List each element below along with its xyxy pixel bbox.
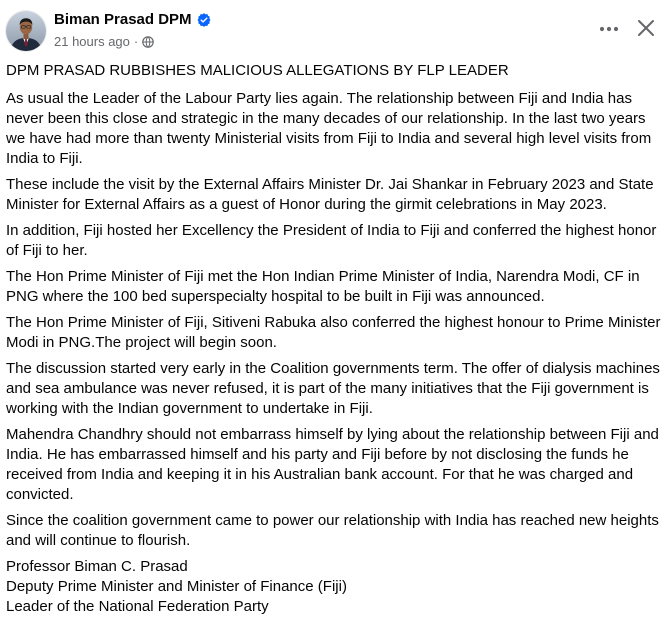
more-options-button[interactable] [594, 16, 624, 42]
post-paragraph: These include the visit by the External Affairs Minister Dr. Jai Shankar in February 2023 and State Minister for External Affairs as a guest of Honor during the girmit celebrations in May 2023. [6, 176, 654, 213]
close-button[interactable] [632, 14, 660, 42]
post-paragraph: The Hon Prime Minister of Fiji, Sitiveni Rabuka also conferred the highest honour to Prime Minister Modi in PNG.The project will begin soon. [6, 314, 661, 351]
post-title: DPM PRASAD RUBBISHES MALICIOUS ALLEGATIONS BY FLP LEADER [6, 62, 509, 79]
post-paragraph: As usual the Leader of the Labour Party lies again. The relationship between Fiji and India has never been this close and strategic in the many decades of our relationship. In the last two years we have had more than twenty Ministerial visits from Fiji to India and several high level visits from India to Fiji. [6, 90, 652, 167]
post-body [6, 61, 668, 617]
profile-photo [6, 11, 46, 51]
avatar[interactable] [6, 11, 46, 51]
signature-line: Professor Biman C. Prasad [6, 558, 188, 575]
post-meta [54, 34, 154, 50]
verified-badge-icon [197, 13, 211, 27]
close-icon [637, 19, 655, 37]
author-name-text[interactable]: Biman Prasad DPM [54, 11, 192, 28]
more-options-icon [599, 26, 619, 32]
post-timestamp[interactable]: 21 hours ago [54, 34, 130, 49]
author-name[interactable] [54, 10, 211, 30]
post-paragraph: Since the coalition government came to power our relationship with India has reached new heights and will continue to flourish. [6, 512, 659, 549]
post-paragraph: The discussion started very early in the Coalition governments term. The offer of dialysis machines and sea ambulance was never refused, it is part of the many initiatives that the Fiji government is working with the Indian government to undertake in Fiji. [6, 360, 660, 417]
post-header [0, 0, 671, 56]
globe-icon[interactable] [142, 36, 154, 48]
meta-separator: · [133, 34, 139, 49]
post-paragraph: In addition, Fiji hosted her Excellency the President of India to Fiji and conferred the highest honor of Fiji to her. [6, 222, 657, 259]
signature-line: Leader of the National Federation Party [6, 598, 269, 615]
post-signature [6, 557, 668, 617]
post-paragraph: The Hon Prime Minister of Fiji met the Hon Indian Prime Minister of India, Narendra Modi, CF in PNG where the 100 bed superspecialty hospital to be built in Fiji was announced. [6, 268, 640, 305]
post-paragraph: Mahendra Chandhry should not embarrass himself by lying about the relationship between Fiji and India. He has embarrassed himself and his party and Fiji before by not disclosing the funds he received from India and keeping it in his Australian bank account. For that he was charged and convicted. [6, 426, 659, 503]
signature-line: Deputy Prime Minister and Minister of Finance (Fiji) [6, 578, 347, 595]
